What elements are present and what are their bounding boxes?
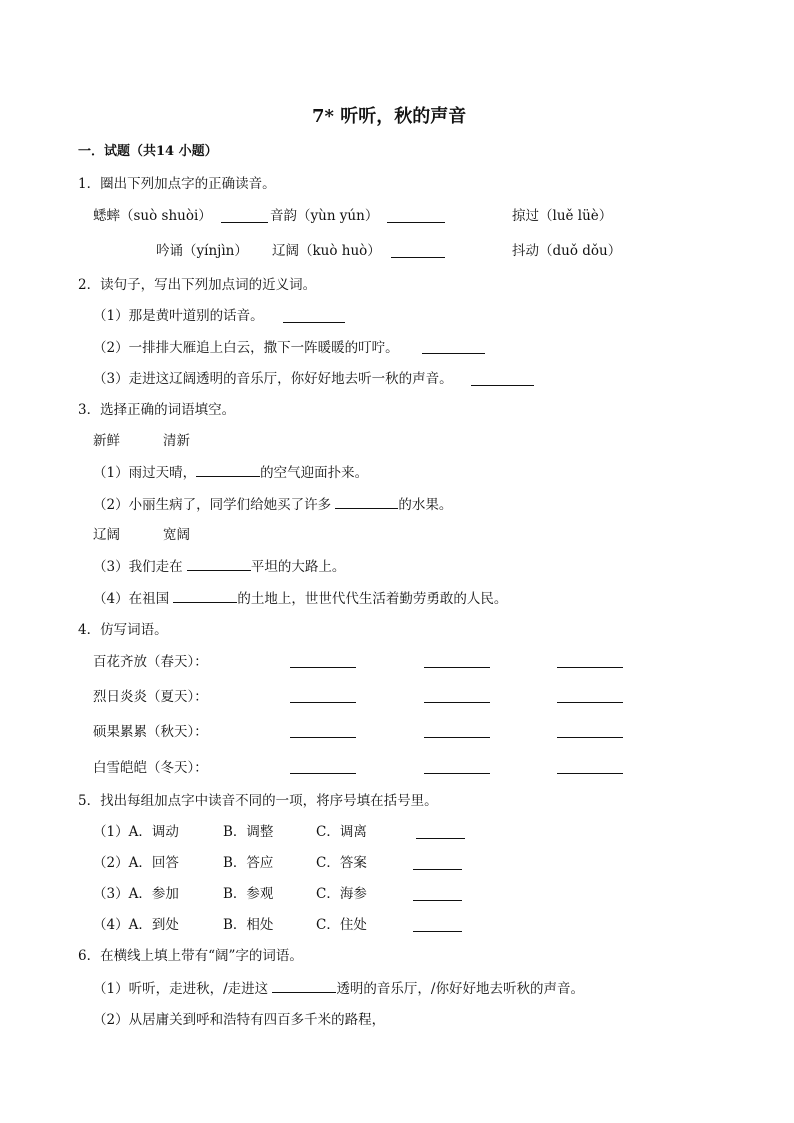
q4-blank-1a[interactable] <box>290 667 356 668</box>
q2-item-1: （1）那是黄叶道别的话音。 <box>93 308 264 324</box>
q5-row2-a: （2）A．回答 <box>93 855 179 871</box>
q5-row3-a: （3）A．参加 <box>93 886 179 902</box>
q5-blank-3[interactable] <box>413 900 462 901</box>
q5-row1-b: B．调整 <box>223 824 274 840</box>
q6-item-2: （2）从居庸关到呼和浩特有四百多千米的路程， <box>93 1012 386 1028</box>
q1-blank-2[interactable] <box>387 222 445 223</box>
q2-blank-3[interactable] <box>471 385 534 386</box>
q3-word-1: 新鲜 <box>93 433 120 449</box>
q1-item-4: 吟诵（yínjìn） <box>156 243 248 259</box>
q3-stem: 3．选择正确的词语填空。 <box>78 402 236 418</box>
q1-blank-1[interactable] <box>221 222 268 223</box>
q3-item-3: （3）我们走在 平坦的大路上。 <box>93 559 346 575</box>
q5-blank-1[interactable] <box>416 838 465 839</box>
q3-word-3: 辽阔 <box>93 527 120 543</box>
q4-blank-1b[interactable] <box>424 667 490 668</box>
q4-blank-4a[interactable] <box>290 773 356 774</box>
q4-blank-3b[interactable] <box>424 737 490 738</box>
q1-stem: 1．圈出下列加点字的正确读音。 <box>78 176 276 192</box>
q5-row3-c: C．海参 <box>316 886 367 902</box>
q4-item-4: 白雪皑皑（冬天）： <box>93 760 208 776</box>
q5-row4-b: B．相处 <box>223 917 274 933</box>
q4-blank-3a[interactable] <box>290 737 356 738</box>
section-heading: 一．试题（共14 小题） <box>78 144 218 159</box>
q2-item-3: （3）走进这辽阔透明的音乐厅，你好好地去听一秋的声音。 <box>93 371 453 387</box>
q3-blank-1[interactable] <box>196 463 260 477</box>
q4-blank-1c[interactable] <box>557 667 623 668</box>
q3-item-2: （2）小丽生病了，同学们给她买了许多 的水果。 <box>93 497 453 513</box>
q4-item-2: 烈日炎炎（夏天）： <box>93 689 208 705</box>
q1-item-3: 掠过（luě lüè） <box>512 208 613 224</box>
q1-blank-3[interactable] <box>391 257 445 258</box>
q4-blank-2a[interactable] <box>290 702 356 703</box>
q1-item-1: 蟋蟀（suò shuòi） <box>93 208 212 224</box>
q3-blank-2[interactable] <box>335 495 398 509</box>
q4-stem: 4．仿写词语。 <box>78 622 168 638</box>
q4-item-1: 百花齐放（春天）： <box>93 654 208 670</box>
q5-row2-c: C．答案 <box>316 855 367 871</box>
q2-stem: 2．读句子，写出下列加点词的近义词。 <box>78 277 317 293</box>
q5-blank-4[interactable] <box>413 931 462 932</box>
q3-word-2: 清新 <box>163 433 190 449</box>
q6-item-1: （1）听听，走进秋，/走进这 透明的音乐厅，/你好好地去听秋的声音。 <box>93 981 584 997</box>
q3-item-1: （1）雨过天晴， 的空气迎面扑来。 <box>93 465 369 481</box>
q3-word-4: 宽阔 <box>163 527 190 543</box>
q2-blank-2[interactable] <box>422 353 485 354</box>
q1-item-2: 音韵（yùn yún） <box>270 208 379 224</box>
q2-item-2: （2）一排排大雁追上白云，撒下一阵暖暖的叮咛。 <box>93 340 399 356</box>
q5-row4-c: C．住处 <box>316 917 367 933</box>
q4-blank-4b[interactable] <box>424 773 490 774</box>
q5-row1-a: （1）A．调动 <box>93 824 179 840</box>
q4-blank-4c[interactable] <box>557 773 623 774</box>
q4-blank-2b[interactable] <box>424 702 490 703</box>
q4-blank-2c[interactable] <box>557 702 623 703</box>
q2-blank-1[interactable] <box>283 322 345 323</box>
q3-blank-3[interactable] <box>187 557 251 571</box>
q3-item-4: （4）在祖国 的土地上，世世代代生活着勤劳勇敢的人民。 <box>93 591 508 607</box>
page-title: 7* 听听，秋的声音 <box>312 106 467 127</box>
q4-item-3: 硕果累累（秋天）： <box>93 724 208 740</box>
q6-stem: 6．在横线上填上带有“阔”字的词语。 <box>78 948 303 964</box>
q6-blank-1[interactable] <box>272 979 336 993</box>
q5-row1-c: C．调离 <box>316 824 367 840</box>
q1-item-6: 抖动（duǒ dǒu） <box>512 243 622 259</box>
q1-item-5: 辽阔（kuò huò） <box>272 243 381 259</box>
q5-row4-a: （4）A．到处 <box>93 917 179 933</box>
q5-row3-b: B．参观 <box>223 886 274 902</box>
q5-row2-b: B．答应 <box>223 855 274 871</box>
q5-blank-2[interactable] <box>413 869 462 870</box>
q3-blank-4[interactable] <box>173 589 237 603</box>
q5-stem: 5．找出每组加点字中读音不同的一项，将序号填在括号里。 <box>78 793 438 809</box>
q4-blank-3c[interactable] <box>557 737 623 738</box>
